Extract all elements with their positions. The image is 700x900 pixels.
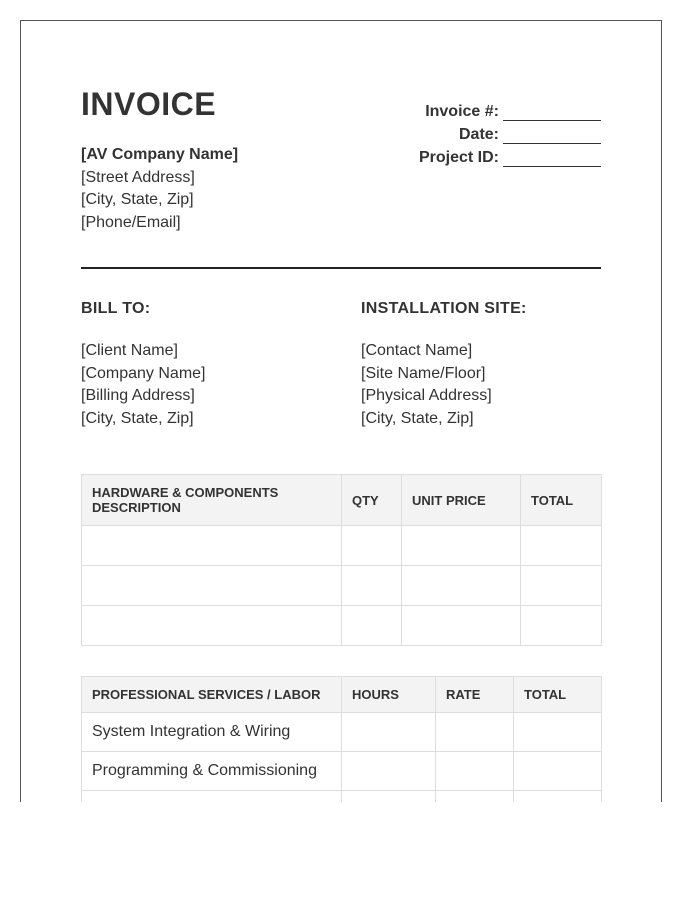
invoice-meta bbox=[341, 98, 601, 167]
table-cell[interactable] bbox=[342, 526, 402, 566]
table-cell[interactable] bbox=[402, 526, 521, 566]
company-contact: [Phone/Email] bbox=[81, 213, 181, 231]
site-city: [City, State, Zip] bbox=[361, 409, 474, 427]
hardware-header-row bbox=[82, 475, 602, 526]
table-cell[interactable] bbox=[436, 713, 514, 752]
table-cell[interactable] bbox=[342, 566, 402, 606]
table-cell[interactable] bbox=[436, 752, 514, 791]
table-cell[interactable] bbox=[521, 566, 602, 606]
table-row bbox=[82, 566, 602, 606]
project-id-label: Project ID: bbox=[418, 149, 499, 166]
invoice-number-row bbox=[341, 98, 601, 121]
bill-to-city: [City, State, Zip] bbox=[81, 409, 194, 427]
table-row bbox=[82, 713, 602, 752]
bill-to-heading: BILL TO: bbox=[81, 300, 151, 317]
date-row bbox=[341, 121, 601, 144]
hardware-col-qty: QTY bbox=[342, 475, 402, 526]
bill-to-block bbox=[81, 300, 321, 430]
installation-site-block bbox=[361, 300, 601, 430]
bill-to-company-name: [Company Name] bbox=[81, 364, 206, 382]
service-description-cell[interactable]: Programming & Commissioning bbox=[82, 752, 342, 791]
company-street: [Street Address] bbox=[81, 168, 195, 186]
services-col-hours: HOURS bbox=[342, 677, 436, 713]
table-cell[interactable] bbox=[514, 713, 602, 752]
site-contact-name: [Contact Name] bbox=[361, 342, 473, 359]
invoice-page bbox=[20, 20, 662, 802]
table-row bbox=[82, 606, 602, 646]
bill-to-billing-address: [Billing Address] bbox=[81, 387, 195, 404]
table-cell[interactable] bbox=[82, 566, 342, 606]
table-cell[interactable] bbox=[402, 566, 521, 606]
table-cell[interactable] bbox=[521, 526, 602, 566]
date-label: Date: bbox=[458, 126, 499, 143]
services-col-description: PROFESSIONAL SERVICES / LABOR bbox=[82, 677, 342, 713]
table-cell[interactable] bbox=[342, 606, 402, 646]
company-city: [City, State, Zip] bbox=[81, 191, 194, 208]
table-row bbox=[82, 791, 602, 803]
table-cell[interactable] bbox=[82, 606, 342, 646]
bill-to-client-name: [Client Name] bbox=[81, 342, 178, 359]
table-cell[interactable] bbox=[342, 752, 436, 791]
services-header-row bbox=[82, 677, 602, 713]
project-id-row bbox=[341, 144, 601, 167]
hardware-col-description: HARDWARE & COMPONENTS DESCRIPTION bbox=[82, 475, 342, 526]
table-cell[interactable] bbox=[436, 791, 514, 803]
header-divider bbox=[81, 267, 601, 269]
project-id-field[interactable] bbox=[503, 151, 601, 167]
company-name: [AV Company Name] bbox=[81, 146, 239, 163]
invoice-number-label: Invoice #: bbox=[425, 103, 499, 120]
site-physical-address: [Physical Address] bbox=[361, 387, 492, 404]
invoice-number-field[interactable] bbox=[503, 105, 601, 121]
date-field[interactable] bbox=[503, 128, 601, 144]
installation-site-heading: INSTALLATION SITE: bbox=[361, 300, 527, 317]
table-row bbox=[82, 752, 602, 791]
service-description-cell[interactable]: System Integration & Wiring bbox=[82, 713, 342, 752]
table-cell[interactable] bbox=[82, 526, 342, 566]
table-cell[interactable] bbox=[342, 791, 436, 803]
table-cell[interactable] bbox=[521, 606, 602, 646]
hardware-col-unit-price: UNIT PRICE bbox=[402, 475, 521, 526]
hardware-table bbox=[81, 474, 602, 646]
table-cell[interactable] bbox=[342, 713, 436, 752]
company-block bbox=[81, 144, 238, 234]
table-cell[interactable] bbox=[514, 791, 602, 803]
table-row bbox=[82, 526, 602, 566]
hardware-col-total: TOTAL bbox=[521, 475, 602, 526]
table-cell[interactable] bbox=[402, 606, 521, 646]
services-col-total: TOTAL bbox=[514, 677, 602, 713]
service-description-cell[interactable] bbox=[82, 791, 342, 803]
services-table bbox=[81, 676, 602, 802]
site-name-floor: [Site Name/Floor] bbox=[361, 364, 486, 382]
table-cell[interactable] bbox=[514, 752, 602, 791]
invoice-title: INVOICE bbox=[81, 86, 217, 122]
services-col-rate: RATE bbox=[436, 677, 514, 713]
